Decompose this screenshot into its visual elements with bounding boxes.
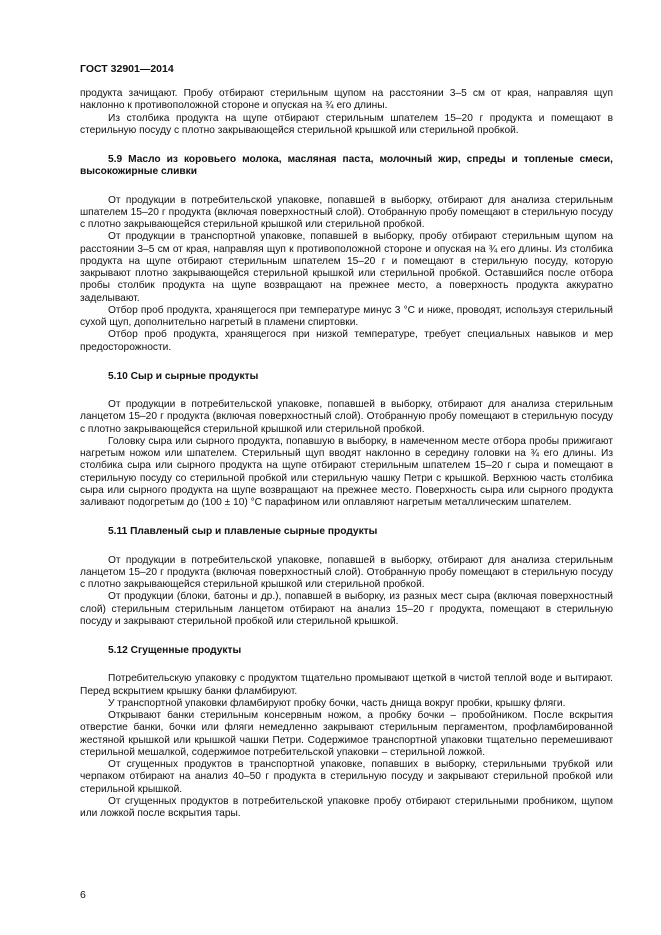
paragraph: У транспортной упаковки фламбируют пробку бочки, часть днища вокруг пробки, крышку фляги. [108,697,566,709]
paragraph: От продукции в потребительской упаковке, попавшей в выборку, отбирают для анализа стерильным шпателем 15–20 г продукта (включая поверхностный слой). Отобранную пробу помещают в стерильную посуду с плотно закрывающейся стерильной крышкой или стерильной пробкой. [80,194,613,230]
section-heading: 5.10 Сыр и сырные продукты [108,370,259,382]
paragraph: Головку сыра или сырного продукта, попавшую в выборку, в намеченном месте отбора пробы прижигают нагретым ножом или шпателем. Стерильный щуп вводят наклонно в середину головки на ¾ его длины. Из столбика сыра или сырного продукта на щупе отбирают стерильным шпателем 15–20 г сыра и помещают в стерильную посуду со стерильной пробкой или стерильную чашку Петри с крышкой. Верхнюю часть столбика сыра или сырного продукта на щупе возвращают на прежнее место. Поверхность сыра или сырного продукта заливают подогретым до (100 ± 10) °С парафином или оплавляют нагретым металлическим шпателем. [80,435,613,508]
paragraph: От сгущенных продуктов в потребительской упаковке пробу отбирают стерильными пробником, щупом или ложкой после вскрытия тары. [80,795,613,819]
paragraph: Отбор проб продукта, хранящегося при низкой температуре, требует специальных навыков и мер предосторожности. [80,329,613,353]
paragraph: продукта зачищают. Пробу отбирают стерильным щупом на расстоянии 3–5 см от края, направляя щуп наклонно к противоположной стороне и опуская на ¾ его длины. [80,88,613,112]
section-heading: 5.11 Плавленый сыр и плавленые сырные продукты [108,526,378,538]
paragraph: От продукции в транспортной упаковке, попавшей в выборку, пробу отбирают стерильным щупом на расстоянии 3–5 см от края, направляя щуп к противоположной стороне и опуская на ¾ его длины. Из столбика продукта на щупе отбирают стерильным шпателем 15–20 г и помещают в стерильную посуду, которую закрывают плотно закрывающейся стерильной крышкой или стерильной пробкой. Оставшийся после отбора пробы столбик продукта на щупе возвращают на прежнее место, а поверхность продукта аккуратно заделывают. [80,231,613,304]
document-body [80,88,613,820]
paragraph: От сгущенных продуктов в транспортной упаковке, попавших в выборку, стерильными трубкой или черпаком отбирают на анализ 40–50 г продукта в стерильную посуду и закрывают стерильной пробкой или стерильной крышкой. [80,759,613,795]
page-number: 6 [80,889,86,901]
paragraph: От продукции (блоки, батоны и др.), попавшей в выборку, из разных мест сыра (включая поверхностный слой) стерильным стерильным ланцетом отбирают на анализ 15–20 г продукта, помещают в стерильную посуду и закрывают стерильной пробкой или стерильной крышкой. [80,591,613,627]
paragraph: Потребительскую упаковку с продуктом тщательно промывают щеткой в чистой теплой воде и вытирают. Перед вскрытием крышку банки фламбируют. [80,673,613,697]
paragraph: Отбор проб продукта, хранящегося при температуре минус 3 °С и ниже, проводят, используя стерильный сухой щуп, дополнительно нагретый в пламени спиртовки. [80,304,613,328]
document-header: ГОСТ 32901—2014 [80,63,174,75]
section-heading: 5.9 Масло из коровьего молока, масляная паста, молочный жир, спреды и топленые смеси, высокожирные сливки [80,154,613,178]
paragraph: Из столбика продукта на щупе отбирают стерильным шпателем 15–20 г продукта и помещают в стерильную посуду с плотно закрывающейся стерильной крышкой или стерильной пробкой. [80,112,613,136]
paragraph: Открывают банки стерильным консервным ножом, а пробку бочки – пробойником. После вскрытия отверстие банки, бочки или фляги немедленно закрывают стерильным пергаментом, профламбированной жестяной крышкой или крышкой чашки Петри. Содержимое транспортной упаковки тщательно перемешивают стерильной мешалкой, содержимое потребительской упаковки – стерильной ложкой. [80,710,613,758]
paragraph: От продукции в потребительской упаковке, попавшей в выборку, отбирают для анализа стерильным ланцетом 15–20 г продукта (включая поверхностный слой). Отобранную пробу помещают в стерильную посуду с плотно закрывающейся стерильной крышкой или стерильной пробкой. [80,554,613,590]
paragraph: От продукции в потребительской упаковке, попавшей в выборку, отбирают для анализа стерильным ланцетом 15–20 г продукта (включая поверхностный слой). Отобранную пробу помещают в стерильную посуду с плотно закрывающейся стерильной крышкой или стерильной пробкой. [80,399,613,435]
section-heading: 5.12 Сгущенные продукты [108,645,242,656]
